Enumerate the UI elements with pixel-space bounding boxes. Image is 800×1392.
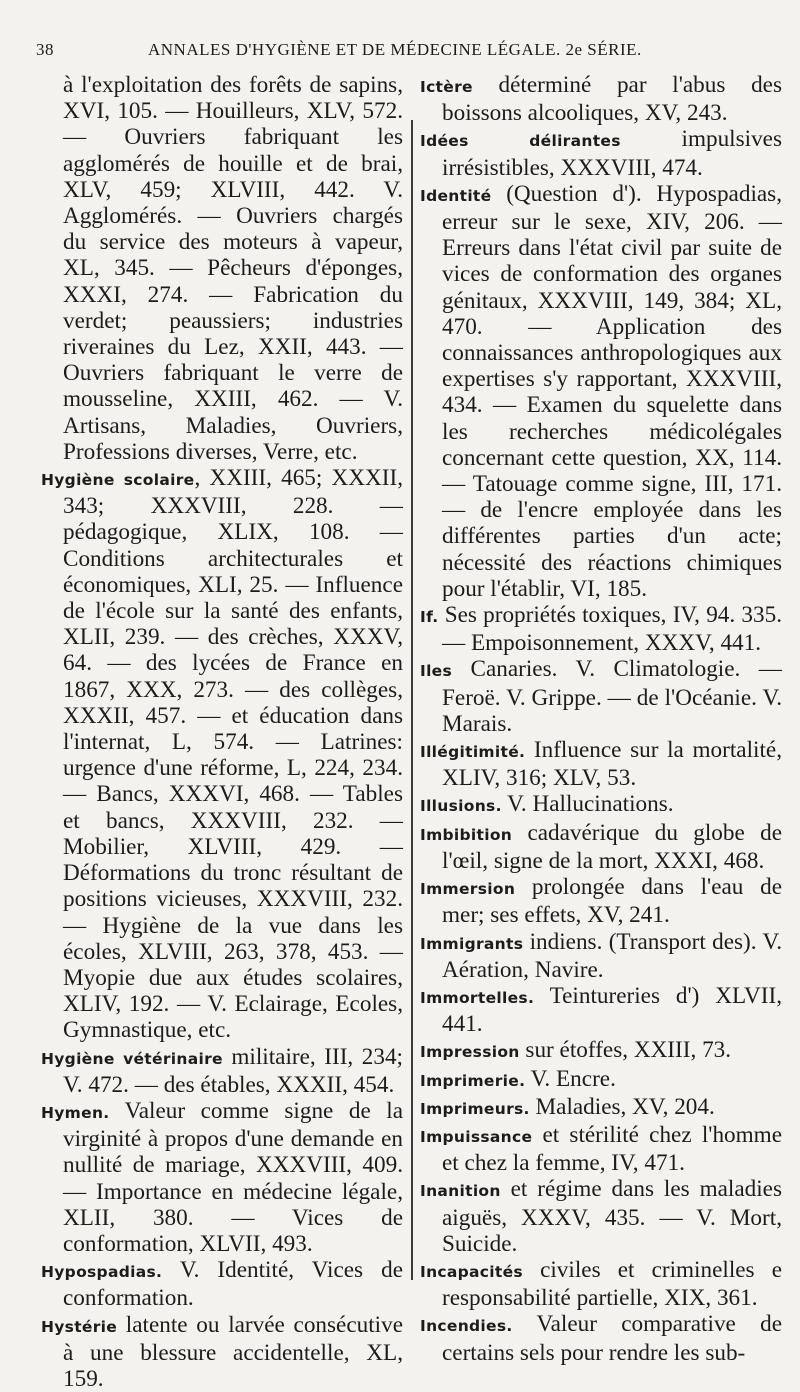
- entry-text: Valeur comme signe de la virginité à propos d'une demande en nullité de mariage, XXXVIII, 409. — Importance en médecine légale, XLII, 380. — Vices de conformation, XLVII, 493.: [63, 1097, 403, 1257]
- right-column: [420, 72, 782, 1366]
- entry-headword: Hygiène vétérinaire: [41, 1049, 223, 1068]
- entry-text: Teintureries d') XLVII, 441.: [442, 982, 782, 1038]
- index-entry: [41, 72, 403, 465]
- index-entry: [420, 820, 782, 874]
- entry-text: V. Encre.: [525, 1065, 616, 1092]
- entry-headword: Hygiène scolaire: [41, 471, 195, 490]
- index-entry: [420, 1176, 782, 1257]
- entry-text: déterminé par l'abus des boissons alcooliques, XV, 243.: [442, 72, 782, 127]
- entry-headword: Idées délirantes: [420, 132, 621, 151]
- index-entry: [420, 929, 782, 983]
- entry-headword: Hymen.: [41, 1103, 110, 1122]
- entry-headword: Iles: [420, 662, 453, 681]
- entry-text: cadavérique du globe de l'œil, signe de la mort, XXXI, 468.: [442, 819, 782, 874]
- entry-text: (Question d'). Hypospadias, erreur sur le sexe, XIV, 206. — Erreurs dans l'état civil par suite de vices de conformation des organes génitaux, XXXVIII, 149, 384; XL, 470. — Application des connaissances anthropologiques aux expertises s'y rapportant, XXXVIII, 434. — Examen du squelette dans les recherches médicolégales concernant cette question, XX, 114. — Tatouage comme signe, III, 171. — de l'encre employée dans les différentes parties d'un acte; nécessité des réactions chimiques pour l'établir, VI, 185.: [442, 180, 782, 602]
- index-entry: [420, 181, 782, 602]
- entry-headword: Inanition: [420, 1182, 501, 1201]
- entry-headword: Illusions.: [420, 797, 502, 816]
- index-entry: [420, 1122, 782, 1176]
- index-entry: [420, 874, 782, 928]
- entry-headword: Impuissance: [420, 1127, 533, 1146]
- entry-text: latente ou larvée consécutive à une blessure accidentelle, XL, 159.: [63, 1311, 403, 1392]
- index-entry: [420, 1311, 782, 1365]
- index-entry: [420, 1094, 782, 1122]
- entry-headword: Immigrants: [420, 934, 524, 953]
- entry-headword: Immersion: [420, 880, 516, 899]
- index-entry: [420, 1037, 782, 1065]
- index-entry: [41, 465, 403, 1043]
- entry-text: civiles et criminelles e responsabilité partielle, XIX, 361.: [442, 1256, 782, 1312]
- entry-headword: Imbibition: [420, 825, 513, 844]
- index-entry: [420, 72, 782, 126]
- entry-headword: Incendies.: [420, 1317, 513, 1336]
- entry-text: impulsives irrésistibles, XXXVIII, 474.: [442, 126, 782, 181]
- index-entry: [420, 656, 782, 737]
- entry-text: V. Identité, Vices de conformation.: [63, 1257, 403, 1312]
- index-entry: [41, 1044, 403, 1098]
- entry-text: Influence sur la mortalité, XLIV, 316; XLV, 53.: [442, 737, 782, 792]
- entry-headword: Hypospadias.: [41, 1263, 163, 1282]
- entry-text: Canaries. V. Climatologie. — Feroë. V. Grippe. — de l'Océanie. V. Marais.: [442, 656, 782, 737]
- entry-text: militaire, III, 234; V. 472. — des étables, XXXII, 454.: [63, 1043, 403, 1098]
- entry-text: indiens. (Transport des). V. Aération, Navire.: [442, 928, 782, 983]
- entry-headword: Ictère: [420, 78, 473, 96]
- entry-text: Valeur comparative de certains sels pour rendre les sub-: [442, 1311, 782, 1366]
- entry-headword: Illégitimité.: [420, 743, 526, 762]
- entry-headword: Impression: [420, 1043, 520, 1062]
- index-entry: [41, 1098, 403, 1257]
- index-entry: [41, 1312, 403, 1392]
- entry-headword: Immortelles.: [420, 988, 535, 1007]
- entry-headword: Identité: [420, 186, 492, 205]
- left-column: [41, 72, 403, 1392]
- index-entry: [420, 602, 782, 656]
- entry-headword: Imprimeurs.: [420, 1099, 530, 1118]
- entry-text: et stérilité chez l'homme et chez la femme, IV, 471.: [442, 1121, 782, 1177]
- page-header: [36, 40, 686, 70]
- entry-headword: If.: [420, 608, 439, 627]
- index-entry: [420, 1066, 782, 1094]
- entry-text: prolongée dans l'eau de mer; ses effets, XV, 241.: [442, 874, 782, 929]
- index-entry: [420, 126, 782, 180]
- entry-text: et régime dans les maladies aiguës, XXXV, 435. — V. Mort, Suicide.: [442, 1176, 782, 1257]
- running-title: ANNALES D'HYGIÈNE ET DE MÉDECINE LÉGALE. 2e SÉRIE.: [148, 40, 642, 59]
- entry-text: Maladies, XV, 204.: [529, 1093, 715, 1120]
- entry-text: , XXIII, 465; XXXII, 343; XXXVIII, 228. — pédagogique, XLIX, 108. — Conditions architecturales et économiques, XLI, 25. — Influence de l'école sur la santé des enfants, XLII, 239. — des crèches, XXXV, 64. — des lycées de France en 1867, XXX, 273. — des collèges, XXXII, 457. — et éducation dans l'internat, L, 574. — Latrines: urgence d'une réforme, L, 224, 234. — Bancs, XXXVI, 468. — Tables et bancs, XXXVIII, 232. — Mobilier, XLVIII, 429. — Déformations du tronc résultant de positions vicieuses, XXXVIII, 232. — Hygiène de la vue dans les écoles, XLVIII, 263, 378, 453. — Myopie due aux études scolaires, XLIV, 192. — V. Eclairage, Ecoles, Gymnastique, etc.: [63, 465, 403, 1044]
- index-entry: [420, 791, 782, 819]
- entry-text: V. Hallucinations.: [501, 791, 674, 818]
- entry-text: à l'exploitation des forêts de sapins, XVI, 105. — Houilleurs, XLV, 572. — Ouvriers fabriquant les agglomérés de houille et de brai, XLV, 459; XLVIII, 442. V. Agglomérés. — Ouvriers chargés du service des moteurs à vapeur, XL, 345. — Pêcheurs d'éponges, XXXI, 274. — Fabrication du verdet; peaussiers; industries riveraines du Lez, XXII, 443. — Ouvriers fabriquant le verre de mousseline, XXIII, 462. — V. Artisans, Maladies, Ouvriers, Professions diverses, Verre, etc.: [63, 72, 403, 465]
- entry-text: Ses propriétés toxiques, IV, 94. 335. — Empoisonnement, XXXV, 441.: [438, 602, 782, 657]
- index-entry: [420, 983, 782, 1037]
- entry-headword: Hystérie: [41, 1317, 118, 1336]
- column-divider: [411, 120, 413, 1280]
- index-entry: [420, 1257, 782, 1311]
- index-entry: [41, 1257, 403, 1311]
- index-entry: [420, 737, 782, 791]
- entry-headword: Imprimerie.: [420, 1071, 526, 1090]
- entry-headword: Incapacités: [420, 1262, 523, 1281]
- entry-text: sur étoffes, XXIII, 73.: [519, 1037, 732, 1064]
- page-number: 38: [36, 40, 54, 59]
